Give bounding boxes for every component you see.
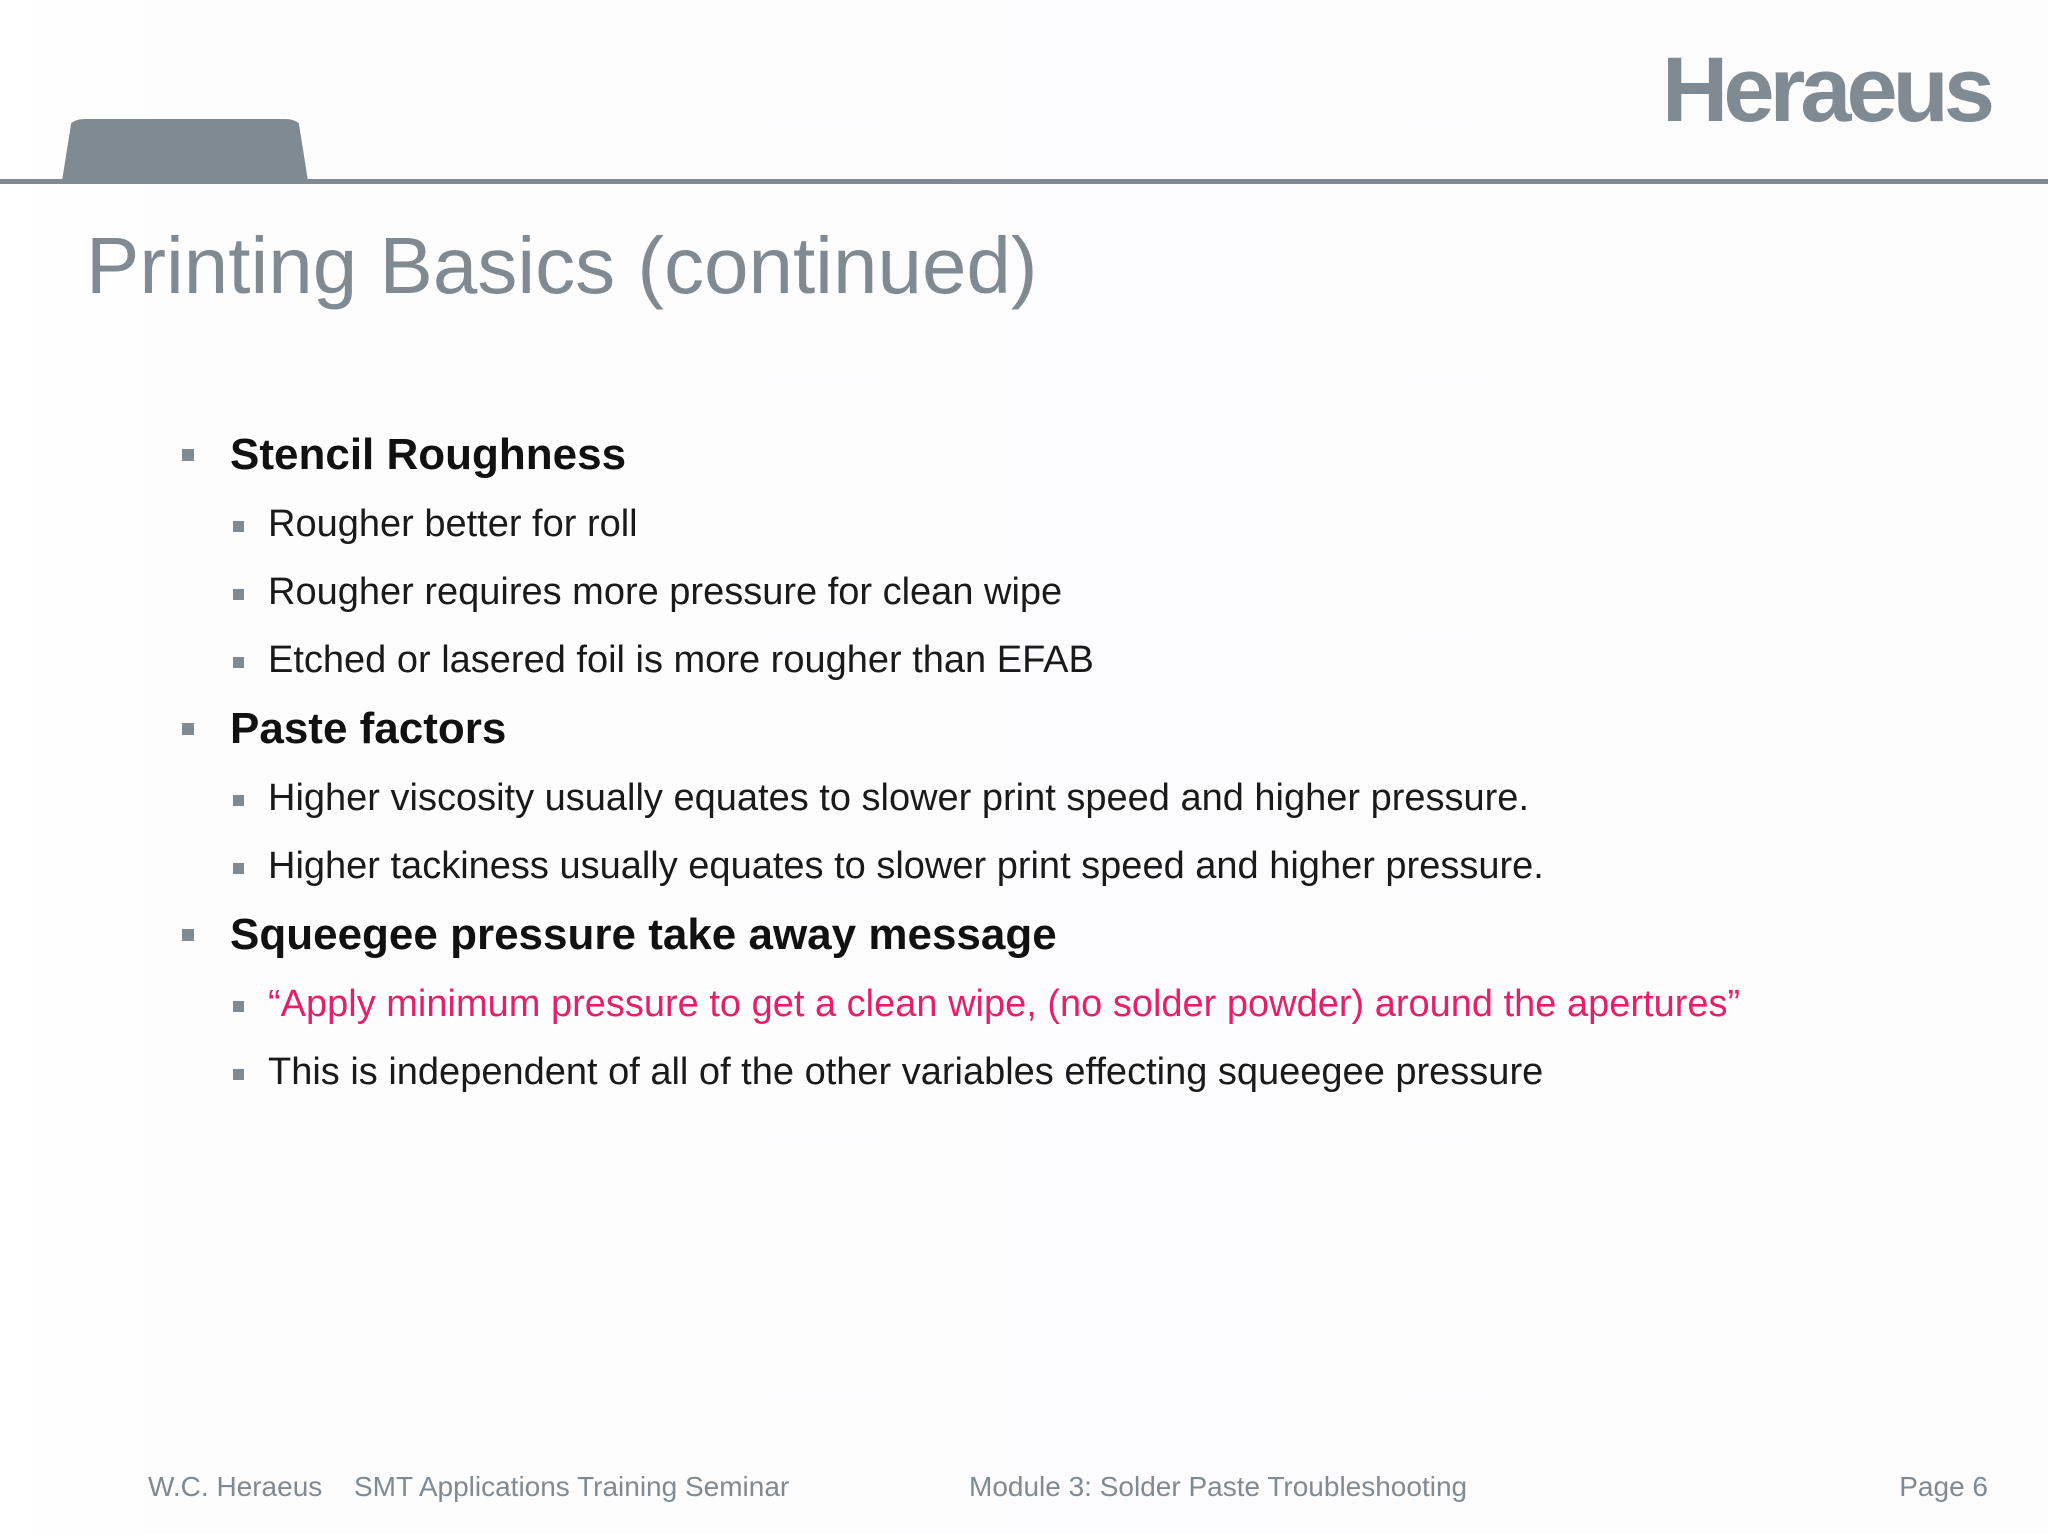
square-bullet-icon bbox=[233, 521, 244, 532]
sub-bullet-viscosity bbox=[233, 777, 1529, 820]
bullet-stencil-roughness bbox=[182, 430, 626, 480]
bullet-text: This is independent of all of the other variables effecting squeegee pressure bbox=[268, 1051, 1544, 1093]
sub-bullet-tackiness bbox=[233, 845, 1544, 888]
footer-seminar: SMT Applications Training Seminar bbox=[354, 1471, 790, 1502]
bullet-text: Paste factors bbox=[230, 704, 507, 753]
bullet-text: Rougher requires more pressure for clean wipe bbox=[268, 571, 1063, 613]
sub-bullet-rougher-pressure bbox=[233, 571, 1062, 614]
square-bullet-icon bbox=[182, 723, 194, 735]
square-bullet-icon bbox=[182, 929, 194, 941]
sub-bullet-etched-foil bbox=[233, 639, 1094, 682]
footer-page-number: Page 6 bbox=[1899, 1471, 1988, 1502]
bullet-paste-factors bbox=[182, 704, 506, 754]
bullet-text: Stencil Roughness bbox=[230, 430, 627, 479]
sub-bullet-rougher-roll bbox=[233, 503, 638, 546]
sub-bullet-quote bbox=[233, 983, 1740, 1026]
bullet-text: Etched or lasered foil is more rougher than EFAB bbox=[268, 639, 1094, 681]
square-bullet-icon bbox=[233, 863, 244, 874]
footer-module: Module 3: Solder Paste Troubleshooting bbox=[969, 1471, 1468, 1502]
square-bullet-icon bbox=[233, 589, 244, 600]
bullet-squeegee-pressure bbox=[182, 910, 1057, 960]
header-divider bbox=[0, 179, 2048, 184]
square-bullet-icon bbox=[182, 449, 194, 461]
square-bullet-icon bbox=[233, 657, 244, 668]
bullet-text: Higher viscosity usually equates to slower print speed and higher pressure. bbox=[268, 777, 1529, 819]
square-bullet-icon bbox=[233, 795, 244, 806]
sub-bullet-independent bbox=[233, 1051, 1543, 1094]
heraeus-logo: Heraeus bbox=[1661, 39, 1990, 141]
square-bullet-icon bbox=[233, 1069, 244, 1080]
bullet-text: Higher tackiness usually equates to slower print speed and higher pressure. bbox=[268, 845, 1544, 887]
bullet-text: “Apply minimum pressure to get a clean wipe, (no solder powder) around the apertures” bbox=[268, 983, 1741, 1025]
slide-title: Printing Basics (continued) bbox=[86, 221, 1038, 310]
footer-company: W.C. Heraeus bbox=[148, 1471, 323, 1502]
bullet-text: Squeegee pressure take away message bbox=[230, 910, 1057, 959]
square-bullet-icon bbox=[233, 1001, 244, 1012]
header-tab-decoration bbox=[62, 119, 308, 181]
bullet-text: Rougher better for roll bbox=[268, 503, 638, 545]
